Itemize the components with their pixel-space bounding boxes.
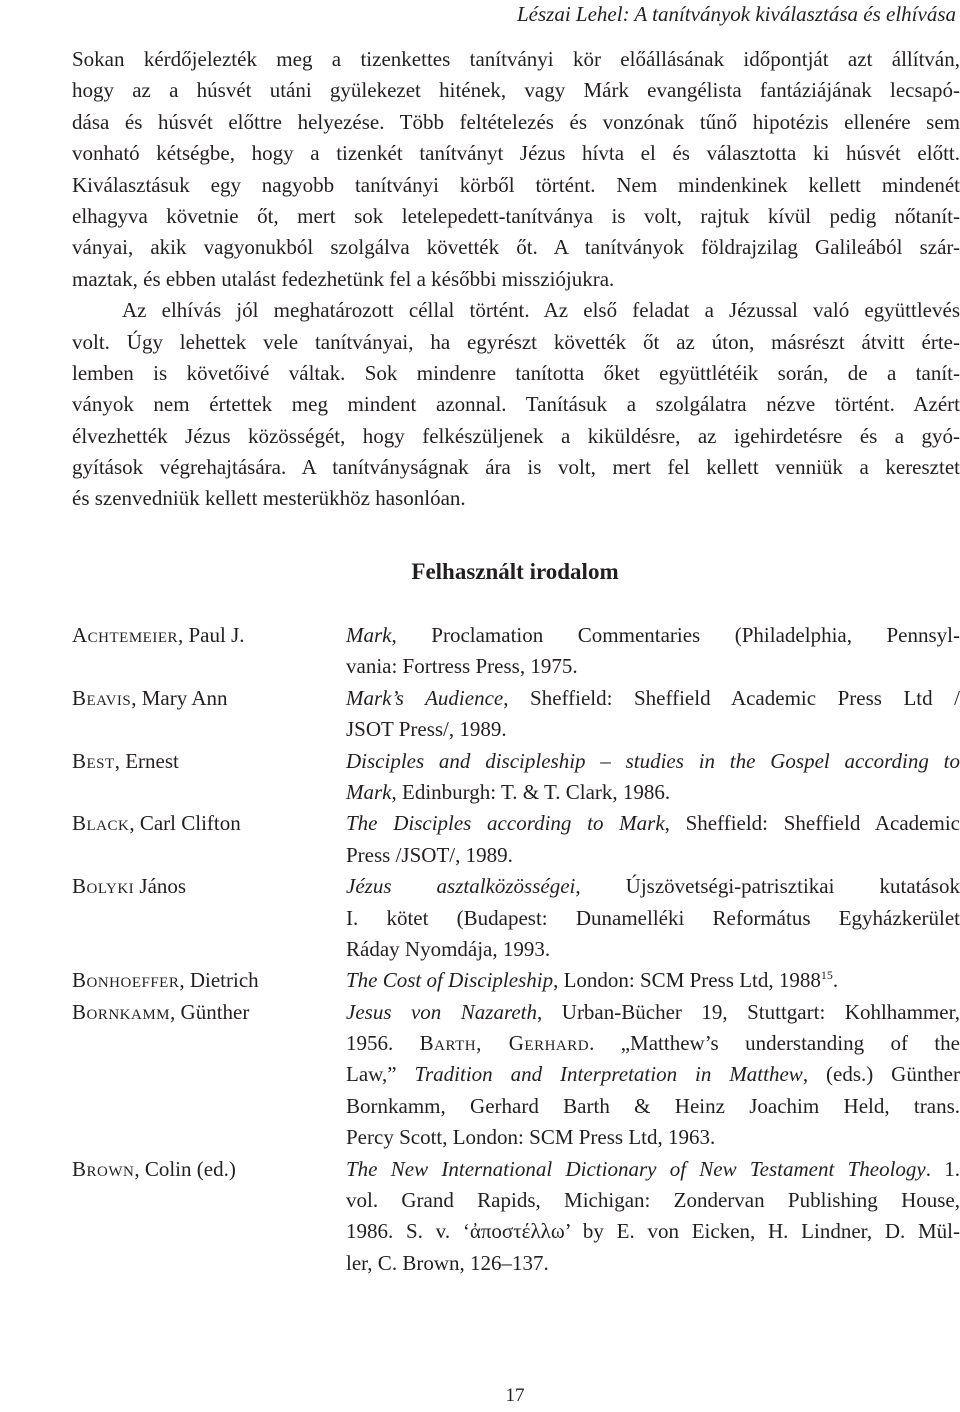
reference-text: , Sheffield: Sheffield Academic Press Ltd /: [503, 685, 960, 710]
reference-title: The Cost of Discipleship: [346, 968, 554, 993]
reference-line: [346, 997, 960, 1028]
reference-line: [346, 1216, 960, 1247]
body-line: élvezhették Jézus közösségét, hogy felkészüljenek a kiküldésre, az igehirdetésre és a gyó-: [72, 423, 960, 448]
reference-line: [346, 651, 960, 682]
author-surname: Black: [72, 811, 130, 836]
reference-text: , Proclamation Commentaries (Philadelphia, Pennsyl-: [391, 623, 960, 647]
entry-reference: [346, 620, 960, 683]
reference-text: I. kötet (Budapest: Dunamelléki Református Egyházkerület: [346, 905, 960, 930]
reference-title: Tradition and Interpretation in Matthew: [414, 1062, 803, 1087]
reference-line: [346, 1185, 960, 1216]
author-surname: Achtemeier: [72, 623, 178, 647]
author-surname: Bonhoeffer: [72, 968, 180, 993]
reference-line: [346, 934, 960, 965]
reference-line: [346, 1122, 960, 1153]
reference-title: Jesus von Nazareth: [346, 999, 538, 1024]
author-given: , Mary Ann: [131, 685, 228, 710]
entry-reference: [346, 1154, 960, 1280]
author-surname: Beavis: [72, 685, 132, 710]
reference-text: . „Matthew’s understanding of the: [589, 1031, 960, 1056]
reference-text: Law,”: [346, 1062, 415, 1087]
reference-text: , Sheffield: Sheffield Academic: [664, 811, 960, 836]
reference-line: [346, 683, 960, 714]
body-line: Az elhívás jól meghatározott céllal történt. Az első feladat a Jézussal való együttlevés: [122, 298, 960, 323]
bibliography-entry: [72, 683, 960, 746]
entry-author: [72, 620, 342, 651]
reference-text: , London: SCM Press Ltd, 1988: [553, 968, 821, 993]
reference-text: 1986. S. v. ‘ἀποστέλλω’ by E. von Eicken, H. Lindner, D. Mül-: [346, 1219, 960, 1244]
author-given: , Colin (ed.): [134, 1156, 236, 1181]
author-given: , Dietrich: [179, 968, 259, 993]
body-line: Kiválasztásuk egy nagyobb tanítványi körből történt. Nem mindenkinek kellett mindenét: [72, 172, 960, 197]
body-line: lemben is követőivé váltak. Sok mindenre tanította őket együttlétéik során, de a tanít-: [72, 360, 960, 385]
reference-line: [346, 777, 960, 808]
entry-author: [72, 997, 342, 1028]
reference-line: [346, 808, 960, 839]
body-line: volt. Úgy lehettek vele tanítványai, ha egyrészt követték őt az úton, másrészt átvitt érte-: [72, 329, 960, 354]
running-head: Lészai Lehel: A tanítványok kiválasztása és elhívása: [516, 2, 956, 26]
entry-author: [72, 1154, 342, 1185]
reference-text: ler, C. Brown, 126–137.: [346, 1250, 549, 1275]
reference-line: [346, 620, 960, 651]
author-given: , Günther: [170, 999, 250, 1024]
reference-text: , (eds.) Günther: [802, 1062, 960, 1087]
reference-text: 1956.: [346, 1031, 420, 1056]
bibliography-entry: [72, 746, 960, 809]
reference-line: [346, 903, 960, 934]
body-line: gyítások végrehajtására. A tanítványságnak ára is volt, mert fel kellett venniük a keresztet: [72, 455, 960, 480]
bibliography-entry: [72, 965, 960, 996]
body-line: ványok nem értettek meg mindent azonnal. Tanításuk a szolgálatra nézve történt. Azért: [72, 392, 960, 417]
entry-reference: [346, 965, 960, 996]
body-line: hogy az a húsvét utáni gyülekezet hitének, vagy Márk evangélista fantáziájának lecsapó-: [72, 78, 960, 103]
body-line: maztak, és ebben utalást fedezhetünk fel a későbbi missziójukra.: [72, 266, 615, 291]
author-given: , Carl Clifton: [129, 811, 241, 836]
edition-superscript: 15: [820, 968, 833, 983]
bibliography-entry: [72, 871, 960, 965]
reference-line: [346, 1154, 960, 1185]
reference-title: Mark’s Audience: [346, 685, 504, 710]
entry-author: [72, 965, 342, 996]
reference-title: Jézus asztalközösségei: [346, 874, 576, 899]
reference-title: Disciples and discipleship – studies in the Gospel according to: [346, 748, 960, 773]
reference-text: . 1.: [925, 1156, 960, 1181]
reference-line: [346, 1028, 960, 1059]
reference-line: [346, 871, 960, 902]
bibliography-entry: [72, 1154, 960, 1280]
reference-line: [346, 1091, 960, 1122]
entry-reference: [346, 997, 960, 1154]
reference-text: , Edinburgh: T. & T. Clark, 1986.: [391, 779, 671, 804]
entry-reference: [346, 746, 960, 809]
entry-reference: [346, 683, 960, 746]
reference-text: , Urban-Bücher 19, Stuttgart: Kohlhammer,: [537, 999, 960, 1024]
author-surname: Best: [72, 748, 115, 773]
body-line: vonható kétségbe, hogy a tizenkét tanítványt Jézus hívta el és választotta ki húsvét előtt.: [72, 141, 960, 166]
entry-author: [72, 683, 342, 714]
author-given: János: [134, 874, 187, 899]
reference-line: [346, 746, 960, 777]
entry-author: [72, 746, 342, 777]
bibliography-entry: [72, 808, 960, 871]
author-given: , Paul J.: [178, 623, 245, 647]
reference-title: Mark: [346, 779, 392, 804]
page-number: 17: [505, 1385, 525, 1406]
author-surname: Bolyki: [72, 874, 135, 899]
reference-text: vania: Fortress Press, 1975.: [346, 654, 578, 679]
author-given: , Ernest: [114, 748, 179, 773]
reference-text: JSOT Press/, 1989.: [346, 717, 507, 742]
reference-line: [346, 1059, 960, 1090]
reference-line: [346, 714, 960, 745]
entry-author: [72, 871, 342, 902]
body-line: Sokan kérdőjelezték meg a tizenkettes tanítványi kör előállásának időpontját azt állítván,: [72, 47, 960, 71]
reference-line: [346, 840, 960, 871]
reference-text: .: [832, 968, 839, 993]
reference-text: vol. Grand Rapids, Michigan: Zondervan Publishing House,: [346, 1188, 960, 1213]
reference-line: [346, 965, 960, 996]
body-text: [72, 44, 960, 515]
reference-text: Bornkamm, Gerhard Barth & Heinz Joachim Held, trans.: [346, 1093, 960, 1118]
reference-text: , Újszövetségi-patrisztikai kutatások: [575, 874, 960, 899]
reference-title: Mark: [346, 623, 392, 647]
author-surname: Barth, Gerhard: [419, 1031, 590, 1056]
author-surname: Brown: [72, 1156, 135, 1181]
body-line: ványai, akik vagyonukból szolgálva követték őt. A tanítványok földrajzilag Galileából szár-: [72, 235, 960, 260]
reference-title: The Disciples according to Mark: [346, 811, 665, 836]
author-surname: Bornkamm: [72, 999, 171, 1024]
entry-reference: [346, 871, 960, 965]
body-line: dása és húsvét előttre helyezése. Több feltételezés és vonzónak tűnő hipotézis ellenére sem: [72, 109, 960, 134]
bibliography: [72, 620, 960, 1279]
reference-text: Press /JSOT/, 1989.: [346, 842, 513, 867]
reference-line: [346, 1248, 960, 1279]
body-line: elhagyva követnie őt, mert sok letelepedett-tanítványa is volt, rajtuk kívül pedig nőtanít-: [72, 203, 960, 228]
bibliography-entry: [72, 620, 960, 683]
entry-author: [72, 808, 342, 839]
reference-title: The New International Dictionary of New Testament Theology: [346, 1156, 926, 1181]
entry-reference: [346, 808, 960, 871]
bibliography-entry: [72, 997, 960, 1154]
reference-text: Percy Scott, London: SCM Press Ltd, 1963.: [346, 1125, 716, 1150]
reference-text: Ráday Nyomdája, 1993.: [346, 936, 551, 961]
bibliography-title: Felhasznált irodalom: [411, 559, 619, 584]
body-line: és szenvedniük kellett mesterükhöz hasonlóan.: [72, 486, 466, 511]
